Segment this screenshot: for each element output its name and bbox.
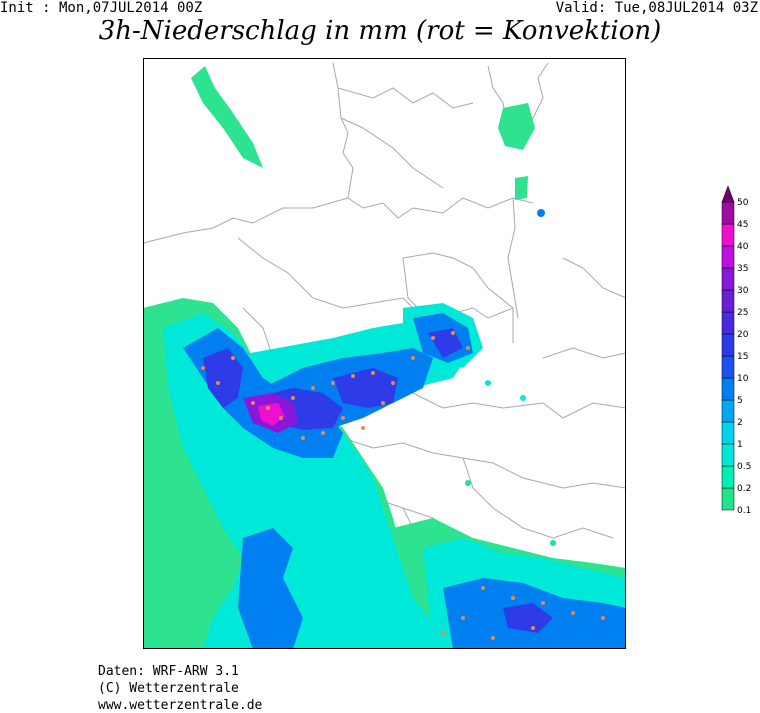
legend-label: 40 — [737, 242, 749, 252]
valid-time-label: Valid: Tue,08JUL2014 03Z — [555, 0, 758, 16]
legend-swatch — [722, 312, 734, 334]
precip-legend — [718, 180, 758, 520]
map-title: 3h-Niederschlag in mm (rot = Konvektion) — [98, 16, 662, 46]
legend-swatch — [722, 444, 734, 466]
footer-data-source: Daten: WRF-ARW 3.1 — [98, 664, 239, 679]
precipitation-map — [143, 58, 626, 649]
legend-label: 2 — [737, 418, 743, 428]
legend-swatch — [722, 202, 734, 224]
legend-swatch — [722, 488, 734, 510]
legend-swatch — [722, 356, 734, 378]
legend-swatch — [722, 334, 734, 356]
legend-swatch — [722, 378, 734, 400]
legend-swatch — [722, 290, 734, 312]
footer-copyright: (C) Wetterzentrale — [98, 681, 239, 696]
legend-label: 0.1 — [737, 506, 752, 516]
legend-swatch — [722, 246, 734, 268]
legend-label: 1 — [737, 440, 743, 450]
legend-label: 0.5 — [737, 462, 752, 472]
legend-label: 15 — [737, 352, 749, 362]
legend-swatch — [722, 268, 734, 290]
legend-label: 35 — [737, 264, 749, 274]
legend-swatch — [722, 224, 734, 246]
legend-label: 10 — [737, 374, 749, 384]
legend-top-arrow — [722, 186, 734, 202]
footer-url[interactable]: www.wetterzentrale.de — [98, 698, 263, 713]
legend-label: 25 — [737, 308, 749, 318]
legend-label: 0.2 — [737, 484, 752, 494]
legend-label: 20 — [737, 330, 749, 340]
legend-label: 5 — [737, 396, 743, 406]
legend-swatch — [722, 400, 734, 422]
init-time-label: Init : Mon,07JUL2014 00Z — [0, 0, 203, 16]
legend-swatch — [722, 466, 734, 488]
legend-label: 45 — [737, 220, 749, 230]
legend-label: 50 — [737, 198, 749, 208]
legend-label: 30 — [737, 286, 749, 296]
legend-swatch — [722, 422, 734, 444]
